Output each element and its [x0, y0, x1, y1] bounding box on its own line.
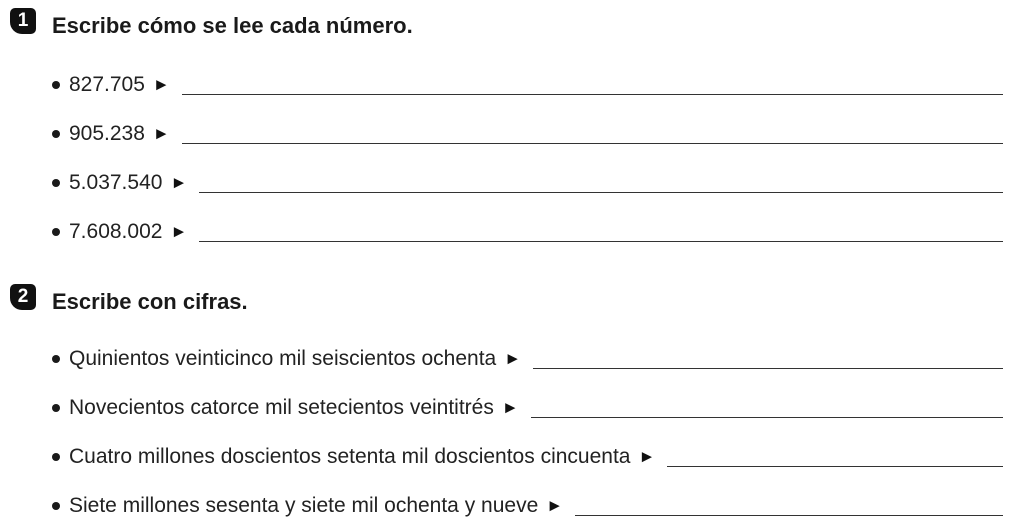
item-words: Cuatro millones doscientos setenta mil doscientos cincuenta	[69, 445, 631, 468]
bullet-icon	[52, 453, 60, 461]
exercise-1	[0, 8, 1027, 243]
answer-line[interactable]	[182, 93, 1003, 95]
answer-line[interactable]	[199, 240, 1003, 242]
arrow-right-icon: ►	[170, 222, 188, 241]
list-item	[52, 489, 1003, 519]
arrow-right-icon: ►	[504, 349, 522, 368]
list-item	[52, 440, 1003, 470]
arrow-right-icon: ►	[152, 124, 170, 143]
item-words: Siete millones sesenta y siete mil ochenta y nueve	[69, 494, 539, 517]
item-number: 905.238	[69, 122, 145, 145]
bullet-icon	[52, 355, 60, 363]
answer-line[interactable]	[667, 465, 1003, 467]
answer-line[interactable]	[575, 514, 1003, 516]
arrow-right-icon: ►	[501, 398, 519, 417]
list-item	[52, 215, 1003, 245]
list-item	[52, 342, 1003, 372]
arrow-right-icon: ►	[170, 173, 188, 192]
exercise-number-badge: 2	[10, 284, 36, 310]
answer-line[interactable]	[533, 367, 1003, 369]
item-number: 7.608.002	[69, 220, 163, 243]
bullet-icon	[52, 502, 60, 510]
answer-line[interactable]	[199, 191, 1003, 193]
bullet-icon	[52, 179, 60, 187]
item-words: Quinientos veinticinco mil seiscientos ochenta	[69, 347, 497, 370]
exercise-title: Escribe con cifras.	[52, 289, 248, 314]
arrow-right-icon: ►	[638, 447, 656, 466]
list-item	[52, 391, 1003, 421]
exercise-2-header	[0, 284, 1027, 318]
exercise-2	[0, 284, 1027, 517]
bullet-icon	[52, 81, 60, 89]
item-number: 827.705	[69, 73, 145, 96]
list-item	[52, 117, 1003, 147]
list-item	[52, 166, 1003, 196]
item-number: 5.037.540	[69, 171, 163, 194]
item-words: Novecientos catorce mil setecientos veintitrés	[69, 396, 494, 419]
bullet-icon	[52, 228, 60, 236]
bullet-icon	[52, 404, 60, 412]
arrow-right-icon: ►	[546, 496, 564, 515]
answer-line[interactable]	[531, 416, 1003, 418]
bullet-icon	[52, 130, 60, 138]
list-item	[52, 68, 1003, 98]
exercise-title: Escribe cómo se lee cada número.	[52, 13, 413, 38]
arrow-right-icon: ►	[152, 75, 170, 94]
answer-line[interactable]	[182, 142, 1003, 144]
exercise-1-header	[0, 8, 1027, 42]
exercise-number-badge: 1	[10, 8, 36, 34]
